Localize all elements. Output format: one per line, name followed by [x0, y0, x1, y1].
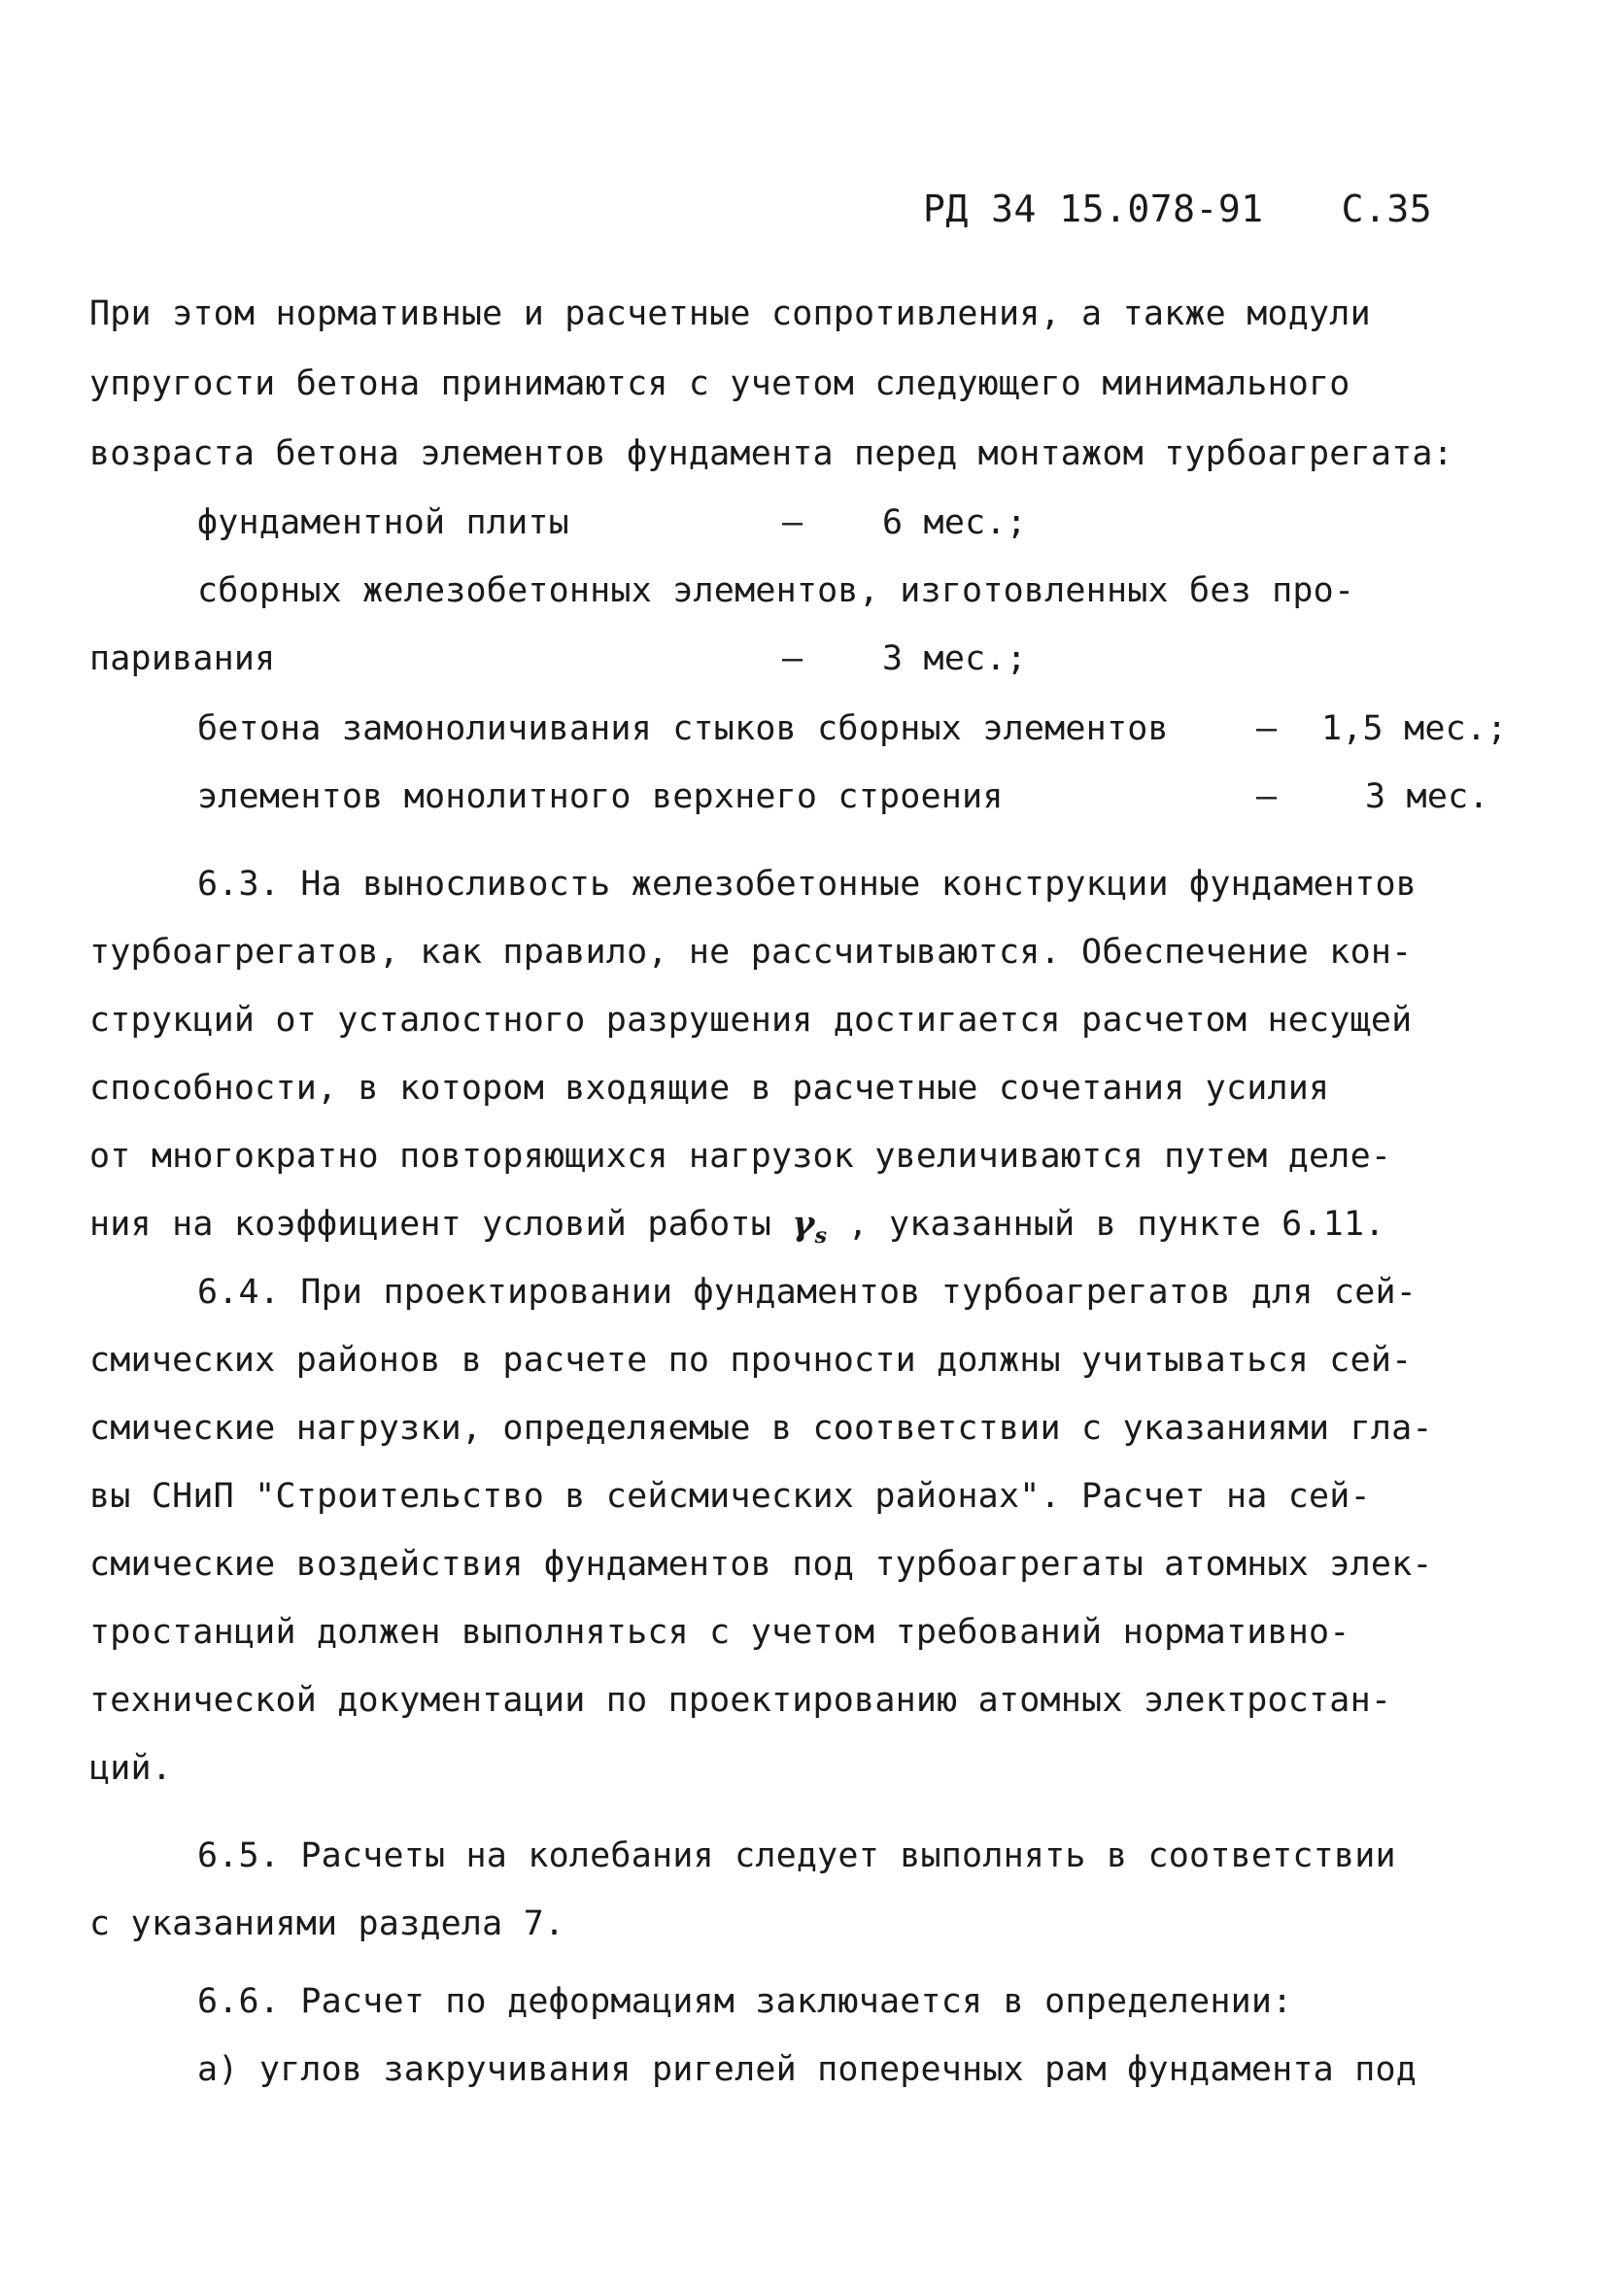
gamma-subscript: s	[814, 1223, 828, 1249]
paragraph-text: ния на коэффициент условий работы	[89, 1205, 771, 1244]
paragraph-text: , указанный в пункте 6.11.	[847, 1205, 1385, 1244]
paragraph-line: При этом нормативные и расчетные сопротивления, а также модули	[89, 294, 1371, 333]
paragraph-line: способности, в котором входящие в расчетные сочетания усилия	[89, 1069, 1330, 1108]
age-item-label: бетона замоноличивания стыков сборных элементов	[197, 709, 1169, 748]
age-item-label: паривания	[89, 639, 276, 678]
paragraph-line	[89, 1202, 1385, 1258]
paragraph-line: возраста бетона элементов фундамента перед монтажом турбоагрегата:	[89, 434, 1453, 473]
paragraph-line: струкций от усталостного разрушения достигается расчетом несущей	[89, 1001, 1413, 1040]
paragraph-line: 6.4. При проектировании фундаментов турбоагрегатов для сей-	[197, 1273, 1418, 1312]
paragraph-line: 6.6. Расчет по деформациям заключается в определении:	[197, 1982, 1293, 2021]
paragraph-line: 6.5. Расчеты на колебания следует выполнять в соответствии	[197, 1836, 1396, 1875]
paragraph-line: тростанций должен выполняться с учетом требований нормативно-	[89, 1613, 1350, 1652]
age-item-dash: –	[782, 503, 803, 542]
age-item-dash: –	[1256, 777, 1278, 816]
paragraph-line: 6.3. На выносливость железобетонные конструкции фундаментов	[197, 865, 1418, 904]
age-item-value: 1,5 мес.;	[1321, 709, 1508, 748]
age-item-label: элементов монолитного верхнего строения	[197, 777, 1004, 816]
paragraph-line: турбоагрегатов, как правило, не рассчитываются. Обеспечение кон-	[89, 933, 1413, 972]
paragraph-line: технической документации по проектированию атомных электростан-	[89, 1681, 1392, 1720]
paragraph-line: вы СНиП "Строительство в сейсмических районах". Расчет на сей-	[89, 1477, 1371, 1516]
paragraph-line: смических районов в расчете по прочности должны учитываться сей-	[89, 1341, 1413, 1380]
paragraph-line: от многократно повторяющихся нагрузок увеличиваются путем деле-	[89, 1137, 1392, 1176]
paragraph-line: упругости бетона принимаются с учетом следующего минимального	[89, 364, 1350, 403]
paragraph-line: ций.	[89, 1749, 173, 1788]
page-header	[923, 188, 1432, 230]
age-item-dash: –	[1256, 709, 1278, 748]
age-item-value: 6 мес.;	[882, 503, 1027, 542]
age-item-dash: –	[782, 639, 803, 678]
age-item-label: сборных железобетонных элементов, изготовленных без про-	[197, 571, 1355, 610]
document-code: РД 34 15.078-91	[923, 188, 1264, 230]
gamma-letter: γ	[792, 1204, 815, 1244]
paragraph-line: с указаниями раздела 7.	[89, 1904, 565, 1943]
page-number: С.35	[1341, 188, 1433, 230]
age-item-value: 3 мес.;	[882, 639, 1027, 678]
paragraph-line: смические нагрузки, определяемые в соответствии с указаниями гла-	[89, 1409, 1433, 1448]
gamma-symbol	[792, 1204, 828, 1249]
paragraph-line: а) углов закручивания ригелей поперечных рам фундамента под	[197, 2050, 1418, 2089]
age-item-value: 3 мес.	[1365, 777, 1489, 816]
age-item-label: фундаментной плиты	[197, 503, 569, 542]
paragraph-line: смические воздействия фундаментов под турбоагрегаты атомных элек-	[89, 1545, 1433, 1584]
